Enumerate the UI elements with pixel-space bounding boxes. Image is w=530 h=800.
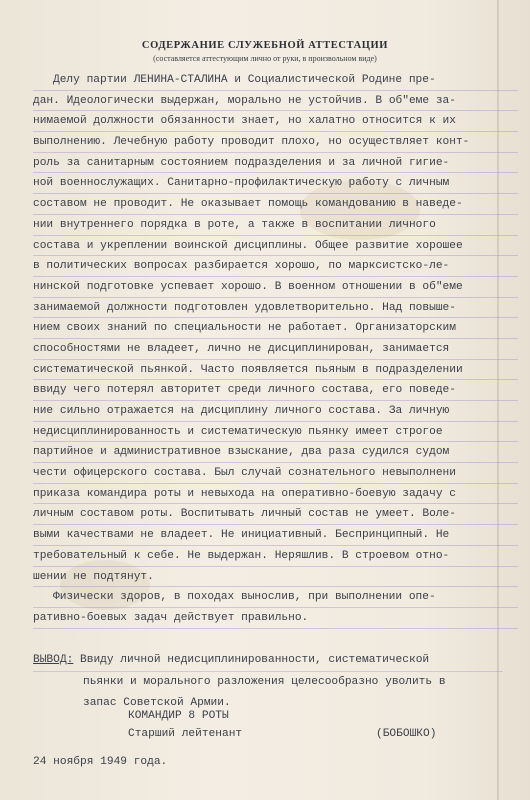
text-line: нимаемой должности обязанности знает, но халатно относится к их bbox=[33, 111, 518, 132]
text-line: в политических вопросах разбирается хорошо, по марксистско-ле- bbox=[33, 256, 518, 277]
text-line: занимаемой должности подготовлен удовлетворительно. Над повыше- bbox=[33, 298, 518, 319]
text-line: нием своих знаний по специальности не работает. Организаторским bbox=[33, 318, 518, 339]
physical-text-line: ративно-боевых задач действует правильно. bbox=[33, 608, 518, 629]
text-line: приказа командира роты и невыхода на оперативно-боевую задачу с bbox=[33, 484, 518, 505]
text-line: дан. Идеологически выдержан, морально не устойчив. В об"еме за- bbox=[33, 91, 518, 112]
text-line: чести офицерского состава. Был случай сознательного невыполнени bbox=[33, 463, 518, 484]
text-line: ввиду чего потерял авторитет среди личного состава, его поведе- bbox=[33, 380, 518, 401]
text-line: Делу партии ЛЕНИНА-СТАЛИНА и Социалистической Родине пре- bbox=[33, 70, 518, 91]
text-line: способностями не владеет, лично не дисциплинирован, занимается bbox=[33, 339, 518, 360]
text-line: составом не проводит. Не оказывает помощь командованию в наведе- bbox=[33, 194, 518, 215]
conclusion-label: ВЫВОД: bbox=[33, 654, 74, 666]
conclusion-first-line bbox=[33, 650, 503, 672]
text-line: выми качествами не владеет. Не инициативный. Беспринципный. Не bbox=[33, 525, 518, 546]
attestation-text bbox=[33, 70, 518, 629]
text-line: выполнению. Лечебную работу проводит плохо, но осуществляет конт- bbox=[33, 132, 518, 153]
text-line: систематической пьянкой. Часто появляется пьяным в подразделении bbox=[33, 360, 518, 381]
text-line: ние сильно отражается на дисциплину личного состава. За личную bbox=[33, 401, 518, 422]
text-line: нии внутреннего порядка в роте, а также в воспитании личного bbox=[33, 215, 518, 236]
text-line: состава и укреплении воинской дисциплины. Общее развитие хорошее bbox=[33, 236, 518, 257]
document-date: 24 ноября 1949 года. bbox=[33, 756, 168, 768]
text-line: недисциплинированность и систематическую пьянку имеет строгое bbox=[33, 422, 518, 443]
text-line: роль за санитарным состоянием подразделения и за личной гигие- bbox=[33, 153, 518, 174]
physical-text-line: Физически здоров, в походах вынослив, при выполнении опе- bbox=[33, 587, 518, 608]
conclusion-text: пьянки и морального разложения целесообразно уволить в bbox=[83, 676, 446, 688]
signer-name: (БОБОШКО) bbox=[376, 728, 437, 740]
text-line: личным составом роты. Воспитывать личный состав не умеет. Воле- bbox=[33, 504, 518, 525]
document-subtitle: (составляется аттестующим лично от руки, в произвольном виде) bbox=[153, 54, 377, 63]
document-title: СОДЕРЖАНИЕ СЛУЖЕБНОЙ АТТЕСТАЦИИ bbox=[141, 40, 389, 51]
text-line: нинской подготовке успевает хорошо. В военном отношении в об"еме bbox=[33, 277, 518, 298]
text-line: партийное и административное взыскание, два раза судился судом bbox=[33, 442, 518, 463]
conclusion-block bbox=[33, 650, 503, 714]
commander-title: КОМАНДИР 8 РОТЫ bbox=[128, 710, 229, 722]
conclusion-text: Ввиду личной недисциплинированности, систематической bbox=[73, 654, 430, 666]
text-line: требовательный к себе. Не выдержан. Неряшлив. В строевом отно- bbox=[33, 546, 518, 567]
conclusion-text: запас Советской Армии. bbox=[83, 697, 231, 709]
text-line: шении не подтянут. bbox=[33, 567, 518, 588]
text-line: ной военнослужащих. Санитарно-профилактическую работу с личным bbox=[33, 173, 518, 194]
commander-rank: Старший лейтенант bbox=[128, 728, 243, 740]
